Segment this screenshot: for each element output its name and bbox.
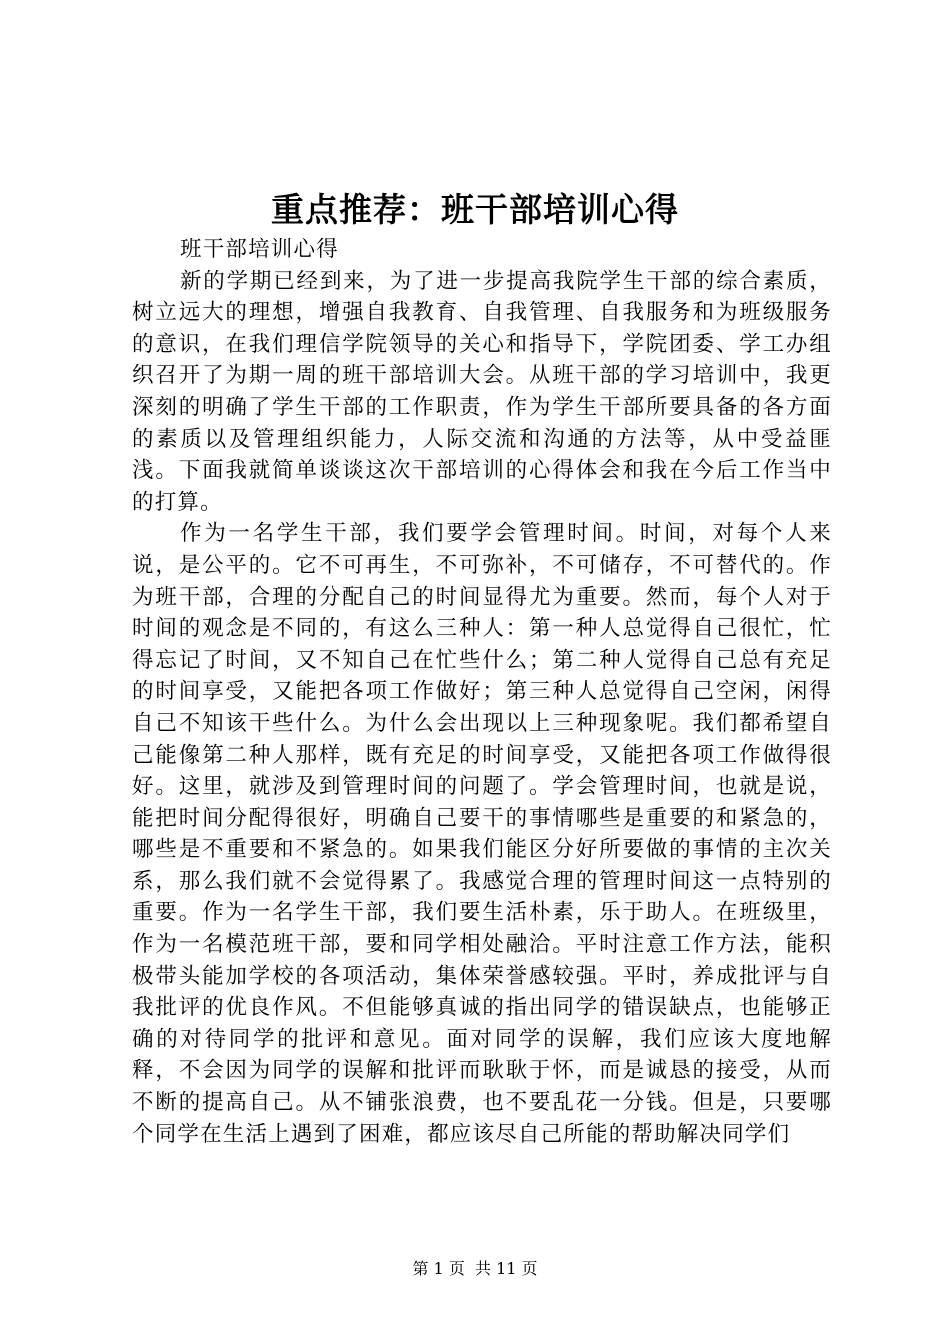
page-number-footer: 第 1 页 共 11 页 — [412, 1259, 538, 1278]
paragraph: 作为一名学生干部，我们要学会管理时间。时间，对每个人来说，是公平的。它不可再生，不可弥补，不可储存，不可替代的。作为班干部，合理的分配自己的时间显得尤为重要。然而，每个人对于时间的观念是不同的，有这么三种人：第一种人总觉得自己很忙，忙得忘记了时间，又不知自己在忙些什么；第二种人觉得自己总有充足的时间享受，又能把各项工作做好；第三种人总觉得自己空闲，闲得自己不知该干些什么。为什么会出现以上三种现象呢。我们都希望自己能像第二种人那样，既有充足的时间享受，又能把各项工作做得很好。这里，就涉及到管理时间的问题了。学会管理时间，也就是说，能把时间分配得很好，明确自己要干的事情哪些是重要的和紧急的，哪些是不重要和不紧急的。如果我们能区分好所要做的事情的主次关系，那么我们就不会觉得累了。我感觉合理的管理时间这一点特别的重要。作为一名学生干部，我们要生活朴素，乐于助人。在班级里，作为一名模范班干部，要和同学相处融洽。平时注意工作方法，能积极带头能加学校的各项活动，集体荣誉感较强。平时，养成批评与自我批评的优良作风。不但能够真诚的指出同学的错误缺点，也能够正确的对待同学的批评和意见。面对同学的误解，我们应该大度地解释，不会因为同学的误解和批评而耿耿于怀，而是诚恳的接受，从而不断的提高自己。从不铺张浪费，也不要乱花一分钱。但是，只要哪个同学在生活上遇到了困难，都应该尽自己所能的帮助解决同学们 — [132, 521, 832, 1147]
document-title: 重点推荐：班干部培训心得 — [271, 190, 679, 229]
paragraph: 新的学期已经到来，为了进一步提高我院学生干部的综合素质，树立远大的理想，增强自我教育、自我管理、自我服务和为班级服务的意识，在我们理信学院领导的关心和指导下，学院团委、学工办组织召开了为期一周的班干部培训大会。从班干部的学习培训中，我更深刻的明确了学生干部的工作职责，作为学生干部所要具备的各方面的素质以及管理组织能力，人际交流和沟通的方法等，从中受益匪浅。下面我就简单谈谈这次干部培训的心得体会和我在今后工作当中的打算。 — [132, 268, 832, 515]
document-body — [132, 234, 832, 1150]
document-subtitle: 班干部培训心得 — [180, 237, 339, 262]
